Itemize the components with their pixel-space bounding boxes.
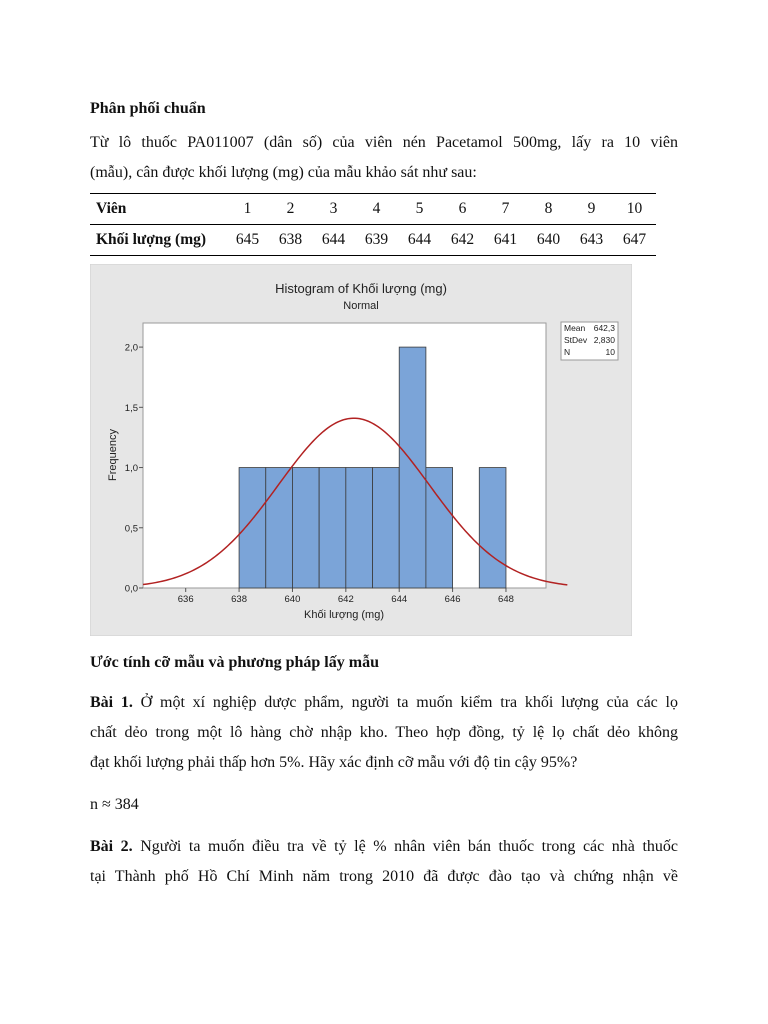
table-cell: 6 <box>441 194 484 225</box>
exercise-1-answer: n ≈ 384 <box>90 796 139 813</box>
y-tick-label: 0,5 <box>124 523 138 535</box>
exercise-1-line-2: chất dẻo trong một lô hàng chờ nhập kho. Theo hợp đồng, tỷ lệ lọ chất dẻo không <box>90 724 678 741</box>
exercise-2-line-2: tại Thành phố Hồ Chí Minh năm trong 2010 đã được đào tạo và chứng nhận về <box>90 868 678 885</box>
exercise-1-line-3: đạt khối lượng phải thấp hơn 5%. Hãy xác định cỡ mẫu với độ tin cậy 95%? <box>90 754 578 771</box>
x-tick-label: 642 <box>337 594 354 605</box>
y-axis-label: Frequency <box>107 429 119 481</box>
y-tick-label: 1,5 <box>124 402 138 414</box>
x-tick-label: 638 <box>231 594 248 605</box>
intro-paragraph <box>90 128 678 188</box>
exercise-1-paragraph <box>90 688 678 778</box>
histogram-bar <box>479 468 506 588</box>
legend-label-mean: Mean <box>564 323 586 333</box>
table-cell: 644 <box>312 225 355 256</box>
table-cell: 647 <box>613 225 656 256</box>
table-cell: 4 <box>355 194 398 225</box>
histogram-bar <box>399 347 426 588</box>
x-tick-label: 640 <box>284 594 301 605</box>
row-label-vien: Viên <box>90 194 226 225</box>
section-heading-sample-size: Ước tính cỡ mẫu và phương pháp lấy mẫu <box>90 654 379 671</box>
exercise-1-text-1: Ở một xí nghiệp dược phẩm, người ta muốn kiểm tra khối lượng của các lọ <box>132 694 678 711</box>
table-cell: 638 <box>269 225 312 256</box>
histogram-bar <box>319 468 346 588</box>
table-cell: 2 <box>269 194 312 225</box>
histogram-bar <box>266 468 293 588</box>
histogram-bar <box>239 468 266 588</box>
exercise-1-line-1 <box>90 688 678 718</box>
legend-value-n: 10 <box>605 347 615 357</box>
intro-line-2: (mẫu), cân được khối lượng (mg) của mẫu khảo sát như sau: <box>90 164 477 181</box>
histogram-bar <box>373 468 400 588</box>
exercise-1-label: Bài 1. <box>90 694 133 711</box>
table-cell: 645 <box>226 225 269 256</box>
table-cell: 644 <box>398 225 441 256</box>
x-axis-label: Khối lượng (mg) <box>304 609 384 621</box>
table-cell: 10 <box>613 194 656 225</box>
histogram-svg <box>90 264 632 636</box>
legend-label-n: N <box>564 347 571 357</box>
table-cell: 643 <box>570 225 613 256</box>
x-tick-label: 636 <box>177 594 194 605</box>
exercise-2-text-1: Người ta muốn điều tra về tỷ lệ % nhân viên bán thuốc trong các nhà thuốc <box>132 838 678 855</box>
y-tick-label: 1,0 <box>124 463 138 475</box>
row-label-mass: Khối lượng (mg) <box>90 225 226 256</box>
table-cell: 641 <box>484 225 527 256</box>
table-cell: 8 <box>527 194 570 225</box>
table-cell: 5 <box>398 194 441 225</box>
table-row-mass <box>90 225 656 256</box>
exercise-2-paragraph <box>90 832 678 892</box>
legend-label-stdev: StDev <box>564 335 588 345</box>
legend-value-stdev: 2,830 <box>593 335 615 345</box>
table-cell: 642 <box>441 225 484 256</box>
table-cell: 3 <box>312 194 355 225</box>
legend-value-mean: 642,3 <box>593 323 615 333</box>
measurement-table <box>90 193 656 256</box>
histogram-bar <box>292 468 319 588</box>
table-row-vien <box>90 194 656 225</box>
section-heading-normal-distribution: Phân phối chuẩn <box>90 100 206 117</box>
table-cell: 1 <box>226 194 269 225</box>
table-cell: 639 <box>355 225 398 256</box>
table-cell: 640 <box>527 225 570 256</box>
intro-line-1: Từ lô thuốc PA011007 (dân số) của viên nén Pacetamol 500mg, lấy ra 10 viên <box>90 134 678 151</box>
chart-title: Histogram of Khối lượng (mg) <box>275 281 447 296</box>
histogram-bar <box>346 468 373 588</box>
x-tick-label: 646 <box>444 594 461 605</box>
stats-legend <box>561 322 618 360</box>
x-tick-label: 644 <box>391 594 408 605</box>
histogram-chart <box>90 264 632 636</box>
y-tick-label: 2,0 <box>124 342 138 354</box>
exercise-2-line-1 <box>90 832 678 862</box>
chart-subtitle: Normal <box>343 300 379 312</box>
table-cell: 7 <box>484 194 527 225</box>
x-tick-label: 648 <box>498 594 514 605</box>
y-tick-label: 0,0 <box>124 583 138 595</box>
exercise-2-label: Bài 2. <box>90 838 133 855</box>
table-cell: 9 <box>570 194 613 225</box>
